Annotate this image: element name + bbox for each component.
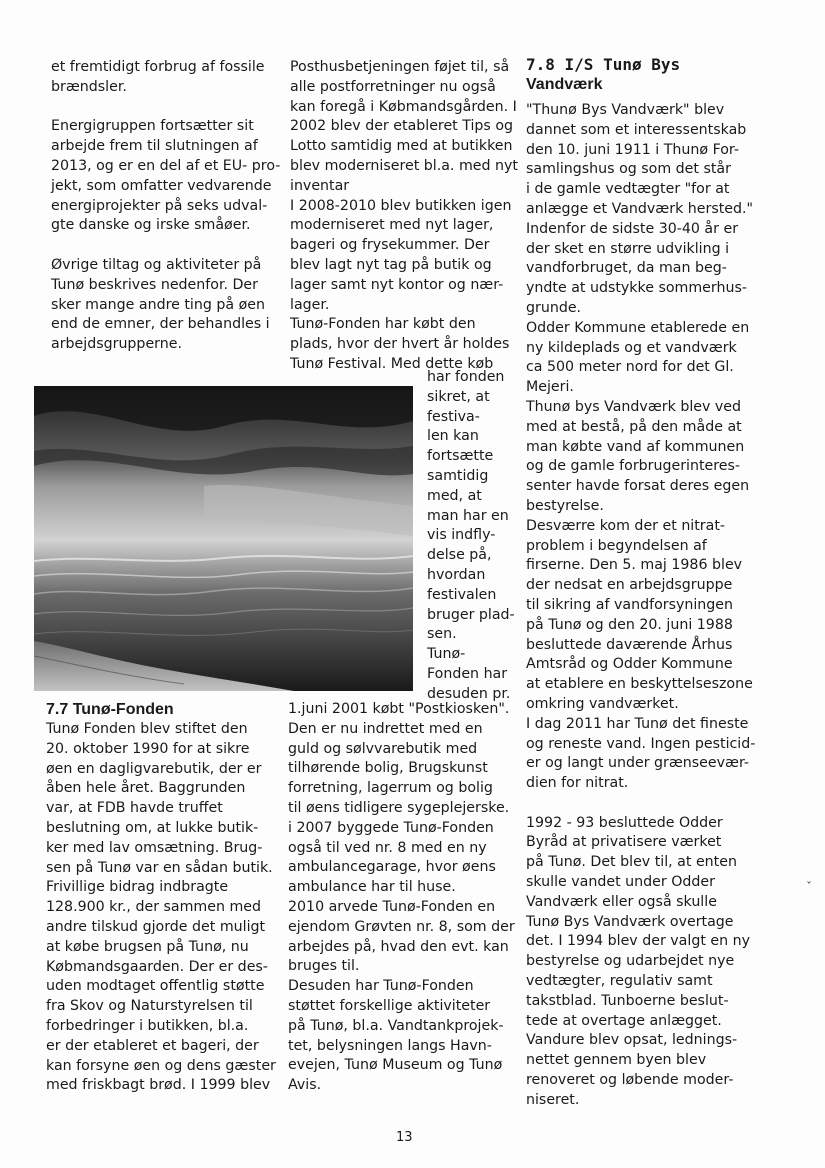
text-line: man har en: [427, 507, 509, 524]
text-line: energiprojekter på seks udval-: [51, 197, 268, 214]
column-2-bottom: [288, 700, 515, 1096]
text-line: blev lagt nyt tag på butik og: [290, 256, 492, 273]
text-line: brændsler.: [51, 78, 127, 95]
sea-photo-graphic: [34, 386, 413, 691]
text-line: er der etableret et bageri, der: [46, 1037, 259, 1054]
text-line: problem i begyndelsen af: [526, 537, 707, 554]
text-line: fra Skov og Naturstyrelsen til: [46, 998, 253, 1015]
paragraph-energigruppen: [51, 117, 280, 236]
text-line: på Tunø. Det blev til, at enten: [526, 854, 737, 871]
text-line: på Tunø og den 20. juni 1988: [526, 616, 733, 633]
text-line: delse på,: [427, 547, 492, 564]
text-line: 128.900 kr., der sammen med: [46, 899, 262, 916]
text-line: forbedringer i butikken, bl.a.: [46, 1017, 249, 1034]
text-line: skulle vandet under Odder: [526, 874, 715, 891]
text-line: ambulancegarage, hvor øens: [288, 859, 496, 876]
text-line: blev moderniseret bl.a. med nyt: [290, 157, 518, 174]
text-line: nettet gennem byen blev: [526, 1052, 707, 1069]
text-line: Fonden har: [427, 665, 508, 682]
text-line: at etablere en beskyttelseszone: [526, 676, 753, 693]
text-line: og de gamle forbrugerinteres-: [526, 458, 741, 475]
text-line: bestyrelse.: [526, 497, 604, 514]
text-line: lager samt nyt kontor og nær-: [290, 276, 504, 293]
text-line: bestyrelse og udarbejdet nye: [526, 953, 735, 970]
text-line: festivalen: [427, 586, 497, 603]
text-line: Den er nu indrettet med en: [288, 720, 483, 737]
section-7-8: [526, 55, 755, 1111]
text-line: firserne. Den 5. maj 1986 blev: [526, 557, 743, 574]
text-line: på Tunø, bl.a. Vandtankprojek-: [288, 1017, 504, 1034]
text-line: man købte vand af kommunen: [526, 438, 745, 455]
text-line: arbejde frem til slutningen af: [51, 138, 258, 155]
text-line: senter havde forsat deres egen: [526, 478, 750, 495]
text-line: Tunø Festival. Med dette køb: [290, 355, 494, 372]
text-line: Øvrige tiltag og aktiviteter på: [51, 256, 262, 273]
text-line: arbejdsgrupperne.: [51, 336, 182, 353]
text-line: tilhørende bolig, Brugskunst: [288, 760, 488, 777]
text-line: med friskbagt brød. I 1999 blev: [46, 1077, 271, 1094]
text-line: Mejeri.: [526, 379, 574, 396]
text-line: i de gamle vedtægter "for at: [526, 181, 730, 198]
text-line: vandforbruget, da man beg-: [526, 260, 727, 277]
text-line: evejen, Tunø Museum og Tunø: [288, 1057, 503, 1074]
text-line: fortsætte: [427, 448, 494, 465]
text-line: ca 500 meter nord for det Gl.: [526, 359, 734, 376]
text-line: gte danske og irske småøer.: [51, 217, 251, 234]
text-line: vis indfly-: [427, 527, 496, 544]
sea-photo: [34, 386, 413, 691]
text-line: Vandure blev opsat, lednings-: [526, 1032, 738, 1049]
text-line: Købmandsgaarden. Der er des-: [46, 958, 268, 975]
text-line: guld og sølvvarebutik med: [288, 740, 478, 757]
text-line: Tunø-Fonden har købt den: [290, 316, 476, 333]
text-line: bageri og frysekummer. Der: [290, 237, 490, 254]
text-line: 2010 arvede Tunø-Fonden en: [288, 898, 496, 915]
text-line: og reneste vand. Ingen pesticid-: [526, 735, 756, 752]
text-line: vedtægter, regulativ samt: [526, 973, 713, 990]
text-line: at købe brugsen på Tunø, nu: [46, 938, 249, 955]
text-line: Tunø Fonden blev stiftet den: [46, 721, 248, 737]
text-line: sker mange andre ting på øen: [51, 296, 265, 313]
text-line: I 2008-2010 blev butikken igen: [290, 197, 512, 214]
text-line: Odder Kommune etablerede en: [526, 319, 750, 336]
text-line: uden modtaget offentlig støtte: [46, 978, 265, 995]
text-line: 1.juni 2001 købt "Postkiosken".: [288, 701, 510, 717]
text-line: niseret.: [526, 1091, 580, 1108]
text-line: 20. oktober 1990 for at sikre: [46, 740, 250, 757]
text-line: festiva-: [427, 408, 480, 425]
edge-mark: ˇ: [806, 880, 812, 894]
text-line: desuden pr.: [427, 685, 511, 702]
text-line: ambulance har til huse.: [288, 879, 456, 896]
text-line: omkring vandværket.: [526, 695, 679, 712]
text-line: I dag 2011 har Tunø det fineste: [526, 715, 749, 732]
paragraph-oevrige-tiltag: [51, 256, 280, 355]
text-line: hvordan: [427, 566, 486, 583]
text-line: med, at: [427, 487, 482, 504]
text-line: renoveret og løbende moder-: [526, 1072, 734, 1089]
text-line: end de emner, der behandles i: [51, 316, 270, 333]
text-line: øen en dagligvarebutik, der er: [46, 760, 262, 777]
text-line: ejendom Grøvten nr. 8, som der: [288, 918, 515, 935]
text-line: også til ved nr. 8 med en ny: [288, 839, 487, 856]
text-line: Desværre kom der et nitrat-: [526, 517, 726, 534]
text-line: Frivillige bidrag indbragte: [46, 879, 229, 896]
section-heading-7-7: 7.7 Tunø-Fonden: [46, 701, 174, 718]
text-line: ny kildeplads og et vandværk: [526, 339, 737, 356]
text-line: Desuden har Tunø-Fonden: [288, 978, 474, 995]
text-line: Lotto samtidig med at butikken: [290, 138, 513, 155]
text-line: bruges til.: [288, 958, 360, 975]
text-line: den 10. juni 1911 i Thunø For-: [526, 141, 739, 158]
text-line: Amtsråd og Odder Kommune: [526, 656, 733, 673]
text-line: det. I 1994 blev der valgt en ny: [526, 933, 751, 950]
text-line: samlingshus og som det står: [526, 161, 731, 178]
paragraph-fossil: [51, 58, 280, 98]
text-line: Posthusbetjeningen føjet til, så: [290, 59, 510, 75]
text-line: Tunø-: [427, 646, 466, 663]
text-line: i 2007 byggede Tunø-Fonden: [288, 819, 494, 836]
text-line: til øens tidligere sygeplejerske.: [288, 799, 510, 816]
text-line: forretning, lagerrum og bolig: [288, 780, 493, 797]
text-line: 2013, og er en del af et EU- pro-: [51, 157, 281, 174]
text-line: tede at overtage anlægget.: [526, 1012, 722, 1029]
text-line: alle postforretninger nu også: [290, 78, 496, 95]
text-line: ker med lav omsætning. Brug-: [46, 839, 263, 856]
text-line: Vandværk eller også skulle: [526, 893, 717, 910]
section-heading-7-8: 7.8 I/S Tunø Bys: [526, 55, 681, 74]
text-line: dien for nitrat.: [526, 775, 629, 792]
text-line: yndte at udstykke sommerhus-: [526, 280, 747, 297]
text-line: beslutning om, at lukke butik-: [46, 819, 259, 836]
text-line: til sikring af vandforsyningen: [526, 596, 734, 613]
text-line: inventar: [290, 177, 350, 194]
text-line: med at bestå, på den måde at: [526, 418, 742, 435]
column-2-beside-photo: [427, 368, 515, 705]
section-heading-7-8-line2: Vandværk: [526, 76, 603, 93]
text-line: andre tilskud gjorde det muligt: [46, 918, 266, 935]
text-line: "Thunø Bys Vandværk" blev: [526, 102, 725, 118]
text-line: kan forsyne øen og dens gæster: [46, 1057, 276, 1074]
text-line: jekt, som omfatter vedvarende: [51, 177, 272, 194]
text-line: sikret, at: [427, 388, 490, 405]
column-2-top: [290, 58, 518, 375]
text-line: sen på Tunø var en sådan butik.: [46, 859, 273, 876]
text-line: støttet forskellige aktiviteter: [288, 997, 491, 1014]
text-line: har fonden: [427, 369, 505, 385]
text-line: sen.: [427, 626, 457, 643]
text-line: bruger plad-: [427, 606, 515, 623]
text-line: besluttede daværende Århus: [526, 636, 733, 653]
text-line: anlægge et Vandværk hersted.": [526, 200, 754, 217]
text-line: samtidig: [427, 467, 489, 484]
text-line: dannet som et interessentskab: [526, 121, 747, 138]
text-line: Tunø beskrives nedenfor. Der: [51, 276, 258, 293]
column-1-top: [51, 58, 280, 355]
text-line: der nedsat en arbejdsgruppe: [526, 577, 733, 594]
text-line: lager.: [290, 296, 330, 313]
text-line: Energigruppen fortsætter sit: [51, 118, 254, 135]
text-line: Avis.: [288, 1077, 322, 1094]
text-line: 1992 - 93 besluttede Odder: [526, 814, 723, 831]
section-7-7: [46, 700, 276, 1096]
text-line: plads, hvor der hvert år holdes: [290, 336, 510, 353]
text-line: len kan: [427, 428, 479, 445]
text-line: kan foregå i Købmandsgården. I: [290, 98, 517, 115]
text-line: er og langt under grænseevær-: [526, 755, 750, 772]
text-line: var, at FDB havde truffet: [46, 800, 223, 817]
text-line: moderniseret med nyt lager,: [290, 217, 494, 234]
text-line: tet, belysningen langs Havn-: [288, 1037, 492, 1054]
text-line: åben hele året. Baggrunden: [46, 780, 246, 797]
text-line: et fremtidigt forbrug af fossile: [51, 59, 265, 75]
text-line: arbejdes på, hvad den evt. kan: [288, 938, 509, 955]
text-line: Indenfor de sidste 30-40 år er: [526, 220, 739, 237]
text-line: Thunø bys Vandværk blev ved: [526, 398, 742, 415]
text-line: grunde.: [526, 299, 582, 316]
text-line: takstblad. Tunboerne beslut-: [526, 992, 729, 1009]
page-number: 13: [396, 1130, 413, 1145]
text-line: 2002 blev der etableret Tips og: [290, 118, 514, 135]
text-line: Byråd at privatisere værket: [526, 834, 722, 851]
text-line: Tunø Bys Vandværk overtage: [526, 913, 734, 930]
text-line: der sket en større udvikling i: [526, 240, 730, 257]
